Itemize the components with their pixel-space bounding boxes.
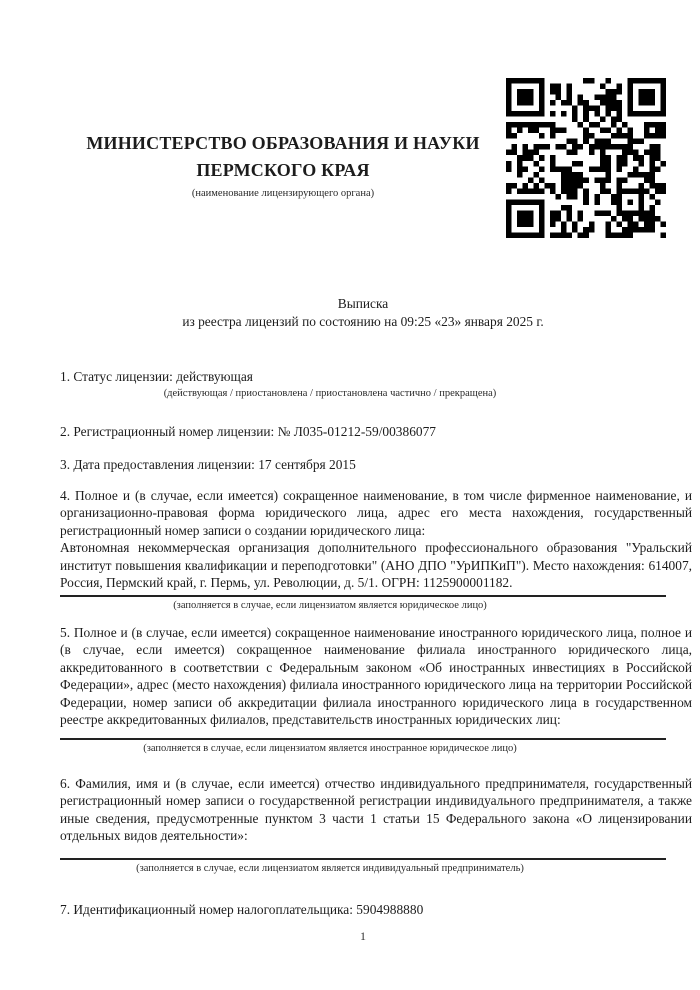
section-taxpayer-number: 7. Идентификационный номер налогоплательщика: 5904988880 bbox=[60, 901, 424, 917]
licensing-authority-name bbox=[60, 130, 506, 184]
document-title-block bbox=[60, 295, 666, 330]
qr-code-icon bbox=[506, 78, 666, 238]
foreign-entity-caption-wrap bbox=[60, 743, 600, 754]
section-individual-entrepreneur-label: 6. Фамилия, имя и (в случае, если имеется) отчество индивидуального предпринимателя, государственный регистрационный номер записи о государственной регистрации индивидуального предпринимателя, а также иные сведения, предусмотренные пунктом 3 части 1 статьи 15 Федерального закона «О лицензировании отдельных видов деятельности»: bbox=[60, 775, 692, 843]
fill-in-line-foreign-entity bbox=[60, 738, 666, 740]
licensing-authority-caption: (наименование лицензирующего органа) bbox=[191, 188, 375, 199]
license-status-caption-wrap bbox=[60, 388, 600, 399]
authority-name-line2: ПЕРМСКОГО КРАЯ bbox=[196, 160, 370, 180]
individual-entrepreneur-caption-wrap bbox=[60, 863, 600, 874]
document-subtitle: из реестра лицензий по состоянию на 09:25 «23» января 2025 г. bbox=[182, 313, 544, 329]
section-license-status: 1. Статус лицензии: действующая bbox=[60, 369, 253, 384]
section-registration-number: 2. Регистрационный номер лицензии: № Л035-01212-59/00386077 bbox=[60, 423, 436, 439]
section-foreign-entity-label: 5. Полное и (в случае, если имеется) сокращенное наименование иностранного юридического лица, полное и (в случае, если имеется) сокращенное наименование филиала иностранного юридического лица, аккредитованного в соответствии с Федеральным законом «Об иностранных инвестициях в Российской Федерации», адрес (место нахождения) филиала иностранного юридического лица на территории Российской Федерации, номер записи об аккредитации филиала иностранного юридического лица в государственном реестре аккредитованных филиалов, представительств иностранных юридических лиц: bbox=[60, 624, 692, 727]
foreign-entity-caption: (заполняется в случае, если лицензиатом является иностранное юридическое лицо) bbox=[143, 742, 517, 754]
legal-entity-caption-wrap bbox=[60, 600, 600, 611]
legal-entity-caption: (заполняется в случае, если лицензиатом является юридическое лицо) bbox=[173, 599, 487, 611]
authority-name-line1: МИНИСТЕРСТВО ОБРАЗОВАНИЯ И НАУКИ bbox=[86, 133, 480, 153]
individual-entrepreneur-caption: (заполняется в случае, если лицензиатом является индивидуальный предприниматель) bbox=[136, 862, 524, 874]
document-header bbox=[60, 78, 692, 238]
fill-in-line-individual-entrepreneur bbox=[60, 858, 666, 860]
page-number: 1 bbox=[360, 929, 366, 943]
section-legal-entity-label: 4. Полное и (в случае, если имеется) сокращенное наименование, в том числе фирменное наименование, и организационно-правовая форма юридического лица, адрес его места нахождения, государственный регистрационный номер записи о создании юридического лица: bbox=[60, 487, 692, 538]
legal-entity-value: Автономная некоммерческая организация дополнительного профессионального образования "Уральский институт повышения квалификации и переподготовки" (АНО ДПО "УрИПКиП"). Место нахождения: 614007, Россия, Пермский край, г. Пермь, ул. Революции, д. 5/1. ОГРН: 1125900001182. bbox=[60, 540, 692, 590]
section-grant-date: 3. Дата предоставления лицензии: 17 сентября 2015 bbox=[60, 457, 356, 472]
licensing-authority-block bbox=[60, 78, 506, 199]
fill-in-line-legal-entity bbox=[60, 595, 666, 597]
license-status-options-caption: (действующая / приостановлена / приостановлена частично / прекращена) bbox=[163, 387, 497, 399]
document-title: Выписка bbox=[337, 296, 389, 311]
